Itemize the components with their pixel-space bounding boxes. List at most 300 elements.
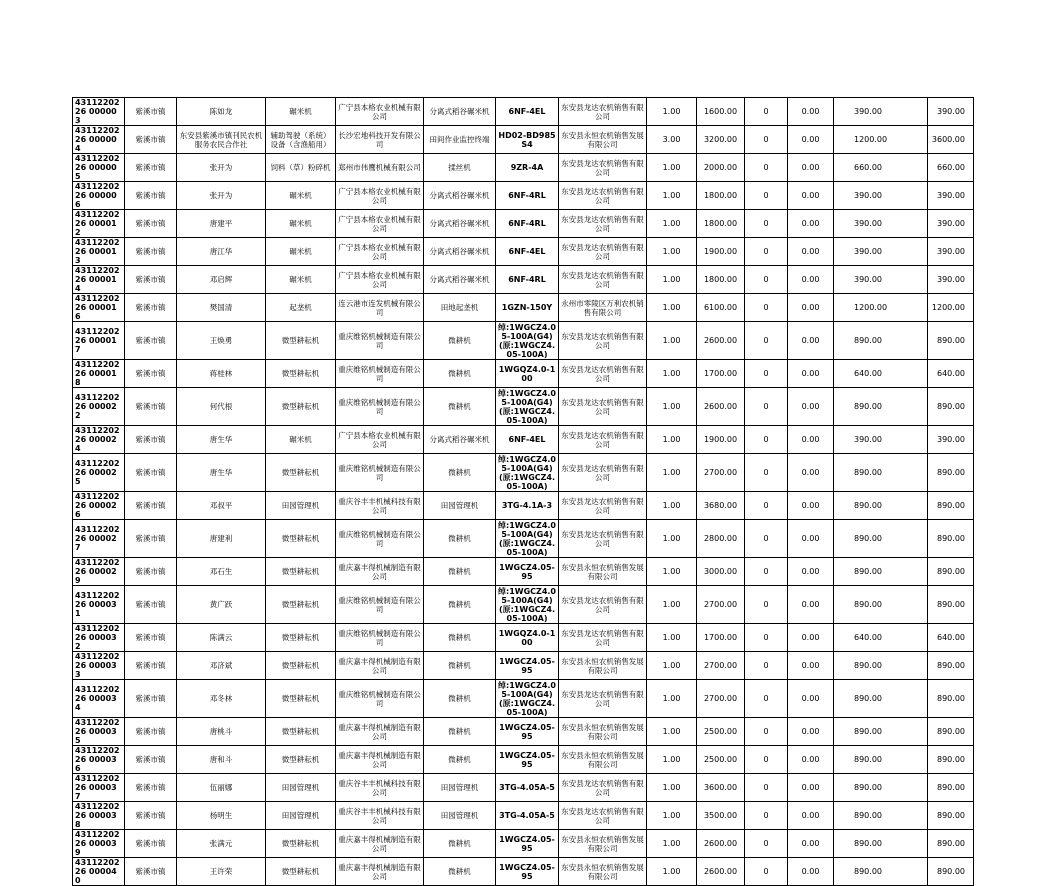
dealer-cell: 东安县龙达农机销售有限公司 <box>559 238 647 266</box>
amount-cell: 0.00 <box>788 98 834 126</box>
table-row <box>73 454 974 492</box>
price-cell: 1700.00 <box>697 624 745 652</box>
amount-cell: 0.00 <box>788 154 834 182</box>
price-cell: 2600.00 <box>697 858 745 886</box>
table-body <box>73 98 974 886</box>
machine-category-cell: 微耕机 <box>424 830 496 858</box>
machine-category-cell: 揉丝机 <box>424 154 496 182</box>
buyer-name-cell: 邓冬林 <box>177 680 266 718</box>
count-cell: 0 <box>745 774 788 802</box>
buyer-name-cell: 蒋桂林 <box>177 360 266 388</box>
buyer-name-cell: 唐生华 <box>177 454 266 492</box>
dealer-cell: 东安县永恒农机销售发展有限公司 <box>559 652 647 680</box>
record-code-cell: 4311220226 000037 <box>73 774 125 802</box>
manufacturer-cell: 重庆维铭机械制造有限公司 <box>336 586 424 624</box>
dealer-cell: 东安县龙达农机销售有限公司 <box>559 210 647 238</box>
dealer-cell: 东安县龙达农机销售有限公司 <box>559 680 647 718</box>
manufacturer-cell: 重庆维铭机械制造有限公司 <box>336 624 424 652</box>
machine-item-cell: 微型耕耘机 <box>266 624 336 652</box>
record-code-cell: 4311220226 000031 <box>73 586 125 624</box>
quantity-cell: 1.00 <box>647 388 697 426</box>
town-cell: 紫溪市镇 <box>125 210 177 238</box>
machine-category-cell: 微耕机 <box>424 746 496 774</box>
model-cell: 9ZR-4A <box>496 154 559 182</box>
table-row <box>73 294 974 322</box>
record-code-cell: 4311220226 000039 <box>73 830 125 858</box>
machine-item-cell: 微型耕耘机 <box>266 558 336 586</box>
subsidy-cell: 1200.00 <box>834 126 928 154</box>
model-cell: 3TG-4.1A-3 <box>496 492 559 520</box>
table-row <box>73 586 974 624</box>
manufacturer-cell: 重庆嘉丰得机械制造有限公司 <box>336 652 424 680</box>
quantity-cell: 1.00 <box>647 624 697 652</box>
table-row <box>73 426 974 454</box>
machine-category-cell: 微耕机 <box>424 680 496 718</box>
count-cell: 0 <box>745 294 788 322</box>
quantity-cell: 1.00 <box>647 492 697 520</box>
subsidy-cell: 890.00 <box>834 718 928 746</box>
price-cell: 2600.00 <box>697 322 745 360</box>
total-cell: 890.00 <box>928 492 974 520</box>
quantity-cell: 1.00 <box>647 718 697 746</box>
record-code-cell: 4311220226 000034 <box>73 680 125 718</box>
quantity-cell: 1.00 <box>647 98 697 126</box>
count-cell: 0 <box>745 802 788 830</box>
town-cell: 紫溪市镇 <box>125 322 177 360</box>
buyer-name-cell: 樊国清 <box>177 294 266 322</box>
amount-cell: 0.00 <box>788 294 834 322</box>
manufacturer-cell: 广宁县本格农业机械有限公司 <box>336 210 424 238</box>
model-cell: 6NF-4RL <box>496 266 559 294</box>
machine-category-cell: 田园管理机 <box>424 802 496 830</box>
record-code-cell: 4311220226 000006 <box>73 182 125 210</box>
machine-item-cell: 碾米机 <box>266 266 336 294</box>
model-cell: 1WGQZ4.0-100 <box>496 360 559 388</box>
subsidy-cell: 390.00 <box>834 98 928 126</box>
machine-item-cell: 微型耕耘机 <box>266 718 336 746</box>
price-cell: 2700.00 <box>697 652 745 680</box>
total-cell: 890.00 <box>928 858 974 886</box>
model-cell: 6NF-4RL <box>496 182 559 210</box>
dealer-cell: 东安县龙达农机销售有限公司 <box>559 624 647 652</box>
town-cell: 紫溪市镇 <box>125 454 177 492</box>
table-row <box>73 774 974 802</box>
table-row <box>73 558 974 586</box>
machine-item-cell: 饲料（草）粉碎机 <box>266 154 336 182</box>
count-cell: 0 <box>745 586 788 624</box>
count-cell: 0 <box>745 680 788 718</box>
subsidy-cell: 890.00 <box>834 802 928 830</box>
town-cell: 紫溪市镇 <box>125 360 177 388</box>
machine-category-cell: 微耕机 <box>424 360 496 388</box>
total-cell: 1200.00 <box>928 294 974 322</box>
record-code-cell: 4311220226 000026 <box>73 492 125 520</box>
buyer-name-cell: 邓济斌 <box>177 652 266 680</box>
total-cell: 390.00 <box>928 182 974 210</box>
quantity-cell: 1.00 <box>647 322 697 360</box>
subsidy-cell: 890.00 <box>834 558 928 586</box>
machine-category-cell: 分离式稻谷碾米机 <box>424 182 496 210</box>
count-cell: 0 <box>745 266 788 294</box>
buyer-name-cell: 邓叔平 <box>177 492 266 520</box>
machine-category-cell: 微耕机 <box>424 388 496 426</box>
buyer-name-cell: 张满元 <box>177 830 266 858</box>
price-cell: 2700.00 <box>697 586 745 624</box>
count-cell: 0 <box>745 858 788 886</box>
quantity-cell: 3.00 <box>647 126 697 154</box>
record-code-cell: 4311220226 000017 <box>73 322 125 360</box>
manufacturer-cell: 广宁县本格农业机械有限公司 <box>336 426 424 454</box>
buyer-name-cell: 唐建平 <box>177 210 266 238</box>
manufacturer-cell: 重庆嘉丰得机械制造有限公司 <box>336 558 424 586</box>
model-cell: 1WGCZ4.05-95 <box>496 652 559 680</box>
machine-item-cell: 碾米机 <box>266 238 336 266</box>
total-cell: 660.00 <box>928 154 974 182</box>
price-cell: 2800.00 <box>697 520 745 558</box>
amount-cell: 0.00 <box>788 830 834 858</box>
count-cell: 0 <box>745 652 788 680</box>
machine-item-cell: 微型耕耘机 <box>266 652 336 680</box>
machine-item-cell: 碾米机 <box>266 182 336 210</box>
amount-cell: 0.00 <box>788 322 834 360</box>
subsidy-cell: 890.00 <box>834 520 928 558</box>
machine-category-cell: 田地起垄机 <box>424 294 496 322</box>
count-cell: 0 <box>745 746 788 774</box>
buyer-name-cell: 陈如龙 <box>177 98 266 126</box>
subsidy-cell: 390.00 <box>834 266 928 294</box>
table-row <box>73 680 974 718</box>
dealer-cell: 东安县龙达农机销售有限公司 <box>559 98 647 126</box>
amount-cell: 0.00 <box>788 426 834 454</box>
machine-item-cell: 起垄机 <box>266 294 336 322</box>
manufacturer-cell: 重庆维铭机械制造有限公司 <box>336 388 424 426</box>
record-code-cell: 4311220226 000018 <box>73 360 125 388</box>
dealer-cell: 东安县龙达农机销售有限公司 <box>559 586 647 624</box>
price-cell: 2600.00 <box>697 830 745 858</box>
count-cell: 0 <box>745 624 788 652</box>
dealer-cell: 永州市零陵区万利农机销售有限公司 <box>559 294 647 322</box>
quantity-cell: 1.00 <box>647 802 697 830</box>
price-cell: 1800.00 <box>697 210 745 238</box>
town-cell: 紫溪市镇 <box>125 98 177 126</box>
subsidy-cell: 890.00 <box>834 454 928 492</box>
record-code-cell: 4311220226 000003 <box>73 98 125 126</box>
town-cell: 紫溪市镇 <box>125 294 177 322</box>
buyer-name-cell: 唐和斗 <box>177 746 266 774</box>
subsidy-cell: 660.00 <box>834 154 928 182</box>
quantity-cell: 1.00 <box>647 652 697 680</box>
buyer-name-cell: 伍丽娜 <box>177 774 266 802</box>
subsidy-cell: 890.00 <box>834 322 928 360</box>
total-cell: 890.00 <box>928 680 974 718</box>
machine-item-cell: 微型耕耘机 <box>266 454 336 492</box>
manufacturer-cell: 重庆维铭机械制造有限公司 <box>336 520 424 558</box>
machine-item-cell: 田园管理机 <box>266 492 336 520</box>
count-cell: 0 <box>745 322 788 360</box>
subsidy-cell: 890.00 <box>834 492 928 520</box>
quantity-cell: 1.00 <box>647 858 697 886</box>
dealer-cell: 东安县龙达农机销售有限公司 <box>559 360 647 388</box>
town-cell: 紫溪市镇 <box>125 426 177 454</box>
dealer-cell: 东安县龙达农机销售有限公司 <box>559 266 647 294</box>
town-cell: 紫溪市镇 <box>125 652 177 680</box>
manufacturer-cell: 重庆维铭机械制造有限公司 <box>336 680 424 718</box>
model-cell: 1WGCZ4.05-95 <box>496 858 559 886</box>
table-row <box>73 154 974 182</box>
quantity-cell: 1.00 <box>647 586 697 624</box>
machine-category-cell: 微耕机 <box>424 520 496 558</box>
count-cell: 0 <box>745 520 788 558</box>
count-cell: 0 <box>745 210 788 238</box>
record-code-cell: 4311220226 000025 <box>73 454 125 492</box>
table-row <box>73 746 974 774</box>
town-cell: 紫溪市镇 <box>125 774 177 802</box>
machine-item-cell: 碾米机 <box>266 426 336 454</box>
machine-category-cell: 田间作业监控终端 <box>424 126 496 154</box>
town-cell: 紫溪市镇 <box>125 388 177 426</box>
subsidy-cell: 1200.00 <box>834 294 928 322</box>
total-cell: 640.00 <box>928 360 974 388</box>
price-cell: 1900.00 <box>697 238 745 266</box>
subsidy-cell: 390.00 <box>834 238 928 266</box>
town-cell: 紫溪市镇 <box>125 830 177 858</box>
record-code-cell: 4311220226 000013 <box>73 238 125 266</box>
model-cell: HD02-BD985S4 <box>496 126 559 154</box>
table-row <box>73 360 974 388</box>
machine-category-cell: 分离式稻谷碾米机 <box>424 238 496 266</box>
machine-category-cell: 田园管理机 <box>424 492 496 520</box>
subsidy-cell: 890.00 <box>834 746 928 774</box>
machine-item-cell: 微型耕耘机 <box>266 586 336 624</box>
amount-cell: 0.00 <box>788 492 834 520</box>
amount-cell: 0.00 <box>788 266 834 294</box>
manufacturer-cell: 重庆嘉丰得机械制造有限公司 <box>336 830 424 858</box>
price-cell: 2000.00 <box>697 154 745 182</box>
amount-cell: 0.00 <box>788 652 834 680</box>
model-cell: 3TG-4.05A-5 <box>496 802 559 830</box>
buyer-name-cell: 黄广跃 <box>177 586 266 624</box>
price-cell: 3200.00 <box>697 126 745 154</box>
subsidy-cell: 890.00 <box>834 680 928 718</box>
record-code-cell: 4311220226 000027 <box>73 520 125 558</box>
dealer-cell: 东安县永恒农机销售发展有限公司 <box>559 126 647 154</box>
manufacturer-cell: 重庆维铭机械制造有限公司 <box>336 454 424 492</box>
total-cell: 390.00 <box>928 98 974 126</box>
table-row <box>73 718 974 746</box>
total-cell: 890.00 <box>928 454 974 492</box>
amount-cell: 0.00 <box>788 126 834 154</box>
quantity-cell: 1.00 <box>647 426 697 454</box>
table-row <box>73 520 974 558</box>
quantity-cell: 1.00 <box>647 454 697 492</box>
count-cell: 0 <box>745 454 788 492</box>
model-cell: 绰:1WGCZ4.05-100A(G4)(原:1WGCZ4.05-100A) <box>496 586 559 624</box>
table-row <box>73 388 974 426</box>
subsidy-cell: 890.00 <box>834 774 928 802</box>
price-cell: 1600.00 <box>697 98 745 126</box>
count-cell: 0 <box>745 98 788 126</box>
subsidy-cell: 890.00 <box>834 586 928 624</box>
machine-category-cell: 分离式稻谷碾米机 <box>424 210 496 238</box>
amount-cell: 0.00 <box>788 210 834 238</box>
manufacturer-cell: 重庆谷丰丰机械科技有限公司 <box>336 492 424 520</box>
subsidy-cell: 890.00 <box>834 388 928 426</box>
amount-cell: 0.00 <box>788 746 834 774</box>
buyer-name-cell: 王焕勇 <box>177 322 266 360</box>
amount-cell: 0.00 <box>788 680 834 718</box>
quantity-cell: 1.00 <box>647 182 697 210</box>
manufacturer-cell: 重庆谷丰丰机械科技有限公司 <box>336 774 424 802</box>
dealer-cell: 东安县龙达农机销售有限公司 <box>559 774 647 802</box>
price-cell: 3500.00 <box>697 802 745 830</box>
dealer-cell: 东安县龙达农机销售有限公司 <box>559 492 647 520</box>
buyer-name-cell: 何代根 <box>177 388 266 426</box>
price-cell: 1900.00 <box>697 426 745 454</box>
machine-item-cell: 田园管理机 <box>266 774 336 802</box>
model-cell: 绰:1WGCZ4.05-100A(G4)(原:1WGCZ4.05-100A) <box>496 454 559 492</box>
machine-category-cell: 分离式稻谷碾米机 <box>424 426 496 454</box>
table-row <box>73 858 974 886</box>
total-cell: 390.00 <box>928 266 974 294</box>
manufacturer-cell: 重庆维铭机械制造有限公司 <box>336 322 424 360</box>
record-code-cell: 4311220226 000036 <box>73 746 125 774</box>
model-cell: 6NF-4RL <box>496 210 559 238</box>
manufacturer-cell: 重庆维铭机械制造有限公司 <box>336 360 424 388</box>
subsidy-cell: 390.00 <box>834 210 928 238</box>
machine-item-cell: 微型耕耘机 <box>266 858 336 886</box>
dealer-cell: 东安县永恒农机销售发展有限公司 <box>559 746 647 774</box>
amount-cell: 0.00 <box>788 182 834 210</box>
record-code-cell: 4311220226 000032 <box>73 624 125 652</box>
count-cell: 0 <box>745 558 788 586</box>
town-cell: 紫溪市镇 <box>125 746 177 774</box>
town-cell: 紫溪市镇 <box>125 182 177 210</box>
subsidy-cell: 640.00 <box>834 624 928 652</box>
quantity-cell: 1.00 <box>647 238 697 266</box>
amount-cell: 0.00 <box>788 624 834 652</box>
price-cell: 3680.00 <box>697 492 745 520</box>
quantity-cell: 1.00 <box>647 746 697 774</box>
total-cell: 890.00 <box>928 802 974 830</box>
machine-item-cell: 微型耕耘机 <box>266 680 336 718</box>
record-code-cell: 4311220226 000005 <box>73 154 125 182</box>
buyer-name-cell: 邓石生 <box>177 558 266 586</box>
town-cell: 紫溪市镇 <box>125 238 177 266</box>
quantity-cell: 1.00 <box>647 680 697 718</box>
model-cell: 1WGCZ4.05-95 <box>496 558 559 586</box>
machine-category-cell: 微耕机 <box>424 624 496 652</box>
total-cell: 390.00 <box>928 210 974 238</box>
subsidy-cell: 890.00 <box>834 652 928 680</box>
subsidy-table <box>72 97 974 886</box>
manufacturer-cell: 郑州市伟鹰机械有限公司 <box>336 154 424 182</box>
town-cell: 紫溪市镇 <box>125 624 177 652</box>
total-cell: 890.00 <box>928 322 974 360</box>
manufacturer-cell: 长沙宏地科技开发有限公司 <box>336 126 424 154</box>
price-cell: 2500.00 <box>697 746 745 774</box>
table-row <box>73 210 974 238</box>
machine-category-cell: 微耕机 <box>424 586 496 624</box>
count-cell: 0 <box>745 182 788 210</box>
town-cell: 紫溪市镇 <box>125 126 177 154</box>
machine-item-cell: 微型耕耘机 <box>266 360 336 388</box>
model-cell: 6NF-4EL <box>496 98 559 126</box>
price-cell: 1800.00 <box>697 266 745 294</box>
total-cell: 890.00 <box>928 830 974 858</box>
subsidy-cell: 390.00 <box>834 426 928 454</box>
count-cell: 0 <box>745 426 788 454</box>
dealer-cell: 东安县龙达农机销售有限公司 <box>559 154 647 182</box>
price-cell: 3600.00 <box>697 774 745 802</box>
price-cell: 3000.00 <box>697 558 745 586</box>
amount-cell: 0.00 <box>788 360 834 388</box>
total-cell: 390.00 <box>928 238 974 266</box>
buyer-name-cell: 陈满云 <box>177 624 266 652</box>
model-cell: 绰:1WGCZ4.05-100A(G4)(原:1WGCZ4.05-100A) <box>496 322 559 360</box>
count-cell: 0 <box>745 238 788 266</box>
table-row <box>73 830 974 858</box>
machine-category-cell: 分离式稻谷碾米机 <box>424 98 496 126</box>
machine-item-cell: 碾米机 <box>266 210 336 238</box>
price-cell: 2700.00 <box>697 454 745 492</box>
buyer-name-cell: 杨明生 <box>177 802 266 830</box>
machine-category-cell: 微耕机 <box>424 322 496 360</box>
dealer-cell: 东安县龙达农机销售有限公司 <box>559 426 647 454</box>
model-cell: 1WGCZ4.05-95 <box>496 830 559 858</box>
price-cell: 2600.00 <box>697 388 745 426</box>
dealer-cell: 东安县龙达农机销售有限公司 <box>559 520 647 558</box>
machine-category-cell: 微耕机 <box>424 652 496 680</box>
quantity-cell: 1.00 <box>647 520 697 558</box>
buyer-name-cell: 唐江华 <box>177 238 266 266</box>
record-code-cell: 4311220226 000016 <box>73 294 125 322</box>
count-cell: 0 <box>745 492 788 520</box>
table-row <box>73 182 974 210</box>
price-cell: 2700.00 <box>697 680 745 718</box>
machine-category-cell: 微耕机 <box>424 454 496 492</box>
total-cell: 390.00 <box>928 426 974 454</box>
table-row <box>73 126 974 154</box>
total-cell: 890.00 <box>928 520 974 558</box>
price-cell: 1800.00 <box>697 182 745 210</box>
total-cell: 640.00 <box>928 624 974 652</box>
model-cell: 3TG-4.05A-5 <box>496 774 559 802</box>
town-cell: 紫溪市镇 <box>125 802 177 830</box>
model-cell: 1WGCZ4.05-95 <box>496 746 559 774</box>
model-cell: 1WGCZ4.05-95 <box>496 718 559 746</box>
manufacturer-cell: 广宁县本格农业机械有限公司 <box>336 266 424 294</box>
record-code-cell: 4311220226 000014 <box>73 266 125 294</box>
machine-item-cell: 碾米机 <box>266 98 336 126</box>
buyer-name-cell: 邓启辉 <box>177 266 266 294</box>
table-row <box>73 238 974 266</box>
town-cell: 紫溪市镇 <box>125 718 177 746</box>
record-code-cell: 4311220226 000004 <box>73 126 125 154</box>
town-cell: 紫溪市镇 <box>125 266 177 294</box>
dealer-cell: 东安县永恒农机销售发展有限公司 <box>559 558 647 586</box>
total-cell: 890.00 <box>928 774 974 802</box>
machine-category-cell: 微耕机 <box>424 718 496 746</box>
machine-item-cell: 辅助驾驶（系统）设备（含渔船用） <box>266 126 336 154</box>
count-cell: 0 <box>745 360 788 388</box>
quantity-cell: 1.00 <box>647 154 697 182</box>
table-row <box>73 266 974 294</box>
quantity-cell: 1.00 <box>647 294 697 322</box>
amount-cell: 0.00 <box>788 802 834 830</box>
table-row <box>73 98 974 126</box>
town-cell: 紫溪市镇 <box>125 520 177 558</box>
dealer-cell: 东安县龙达农机销售有限公司 <box>559 802 647 830</box>
